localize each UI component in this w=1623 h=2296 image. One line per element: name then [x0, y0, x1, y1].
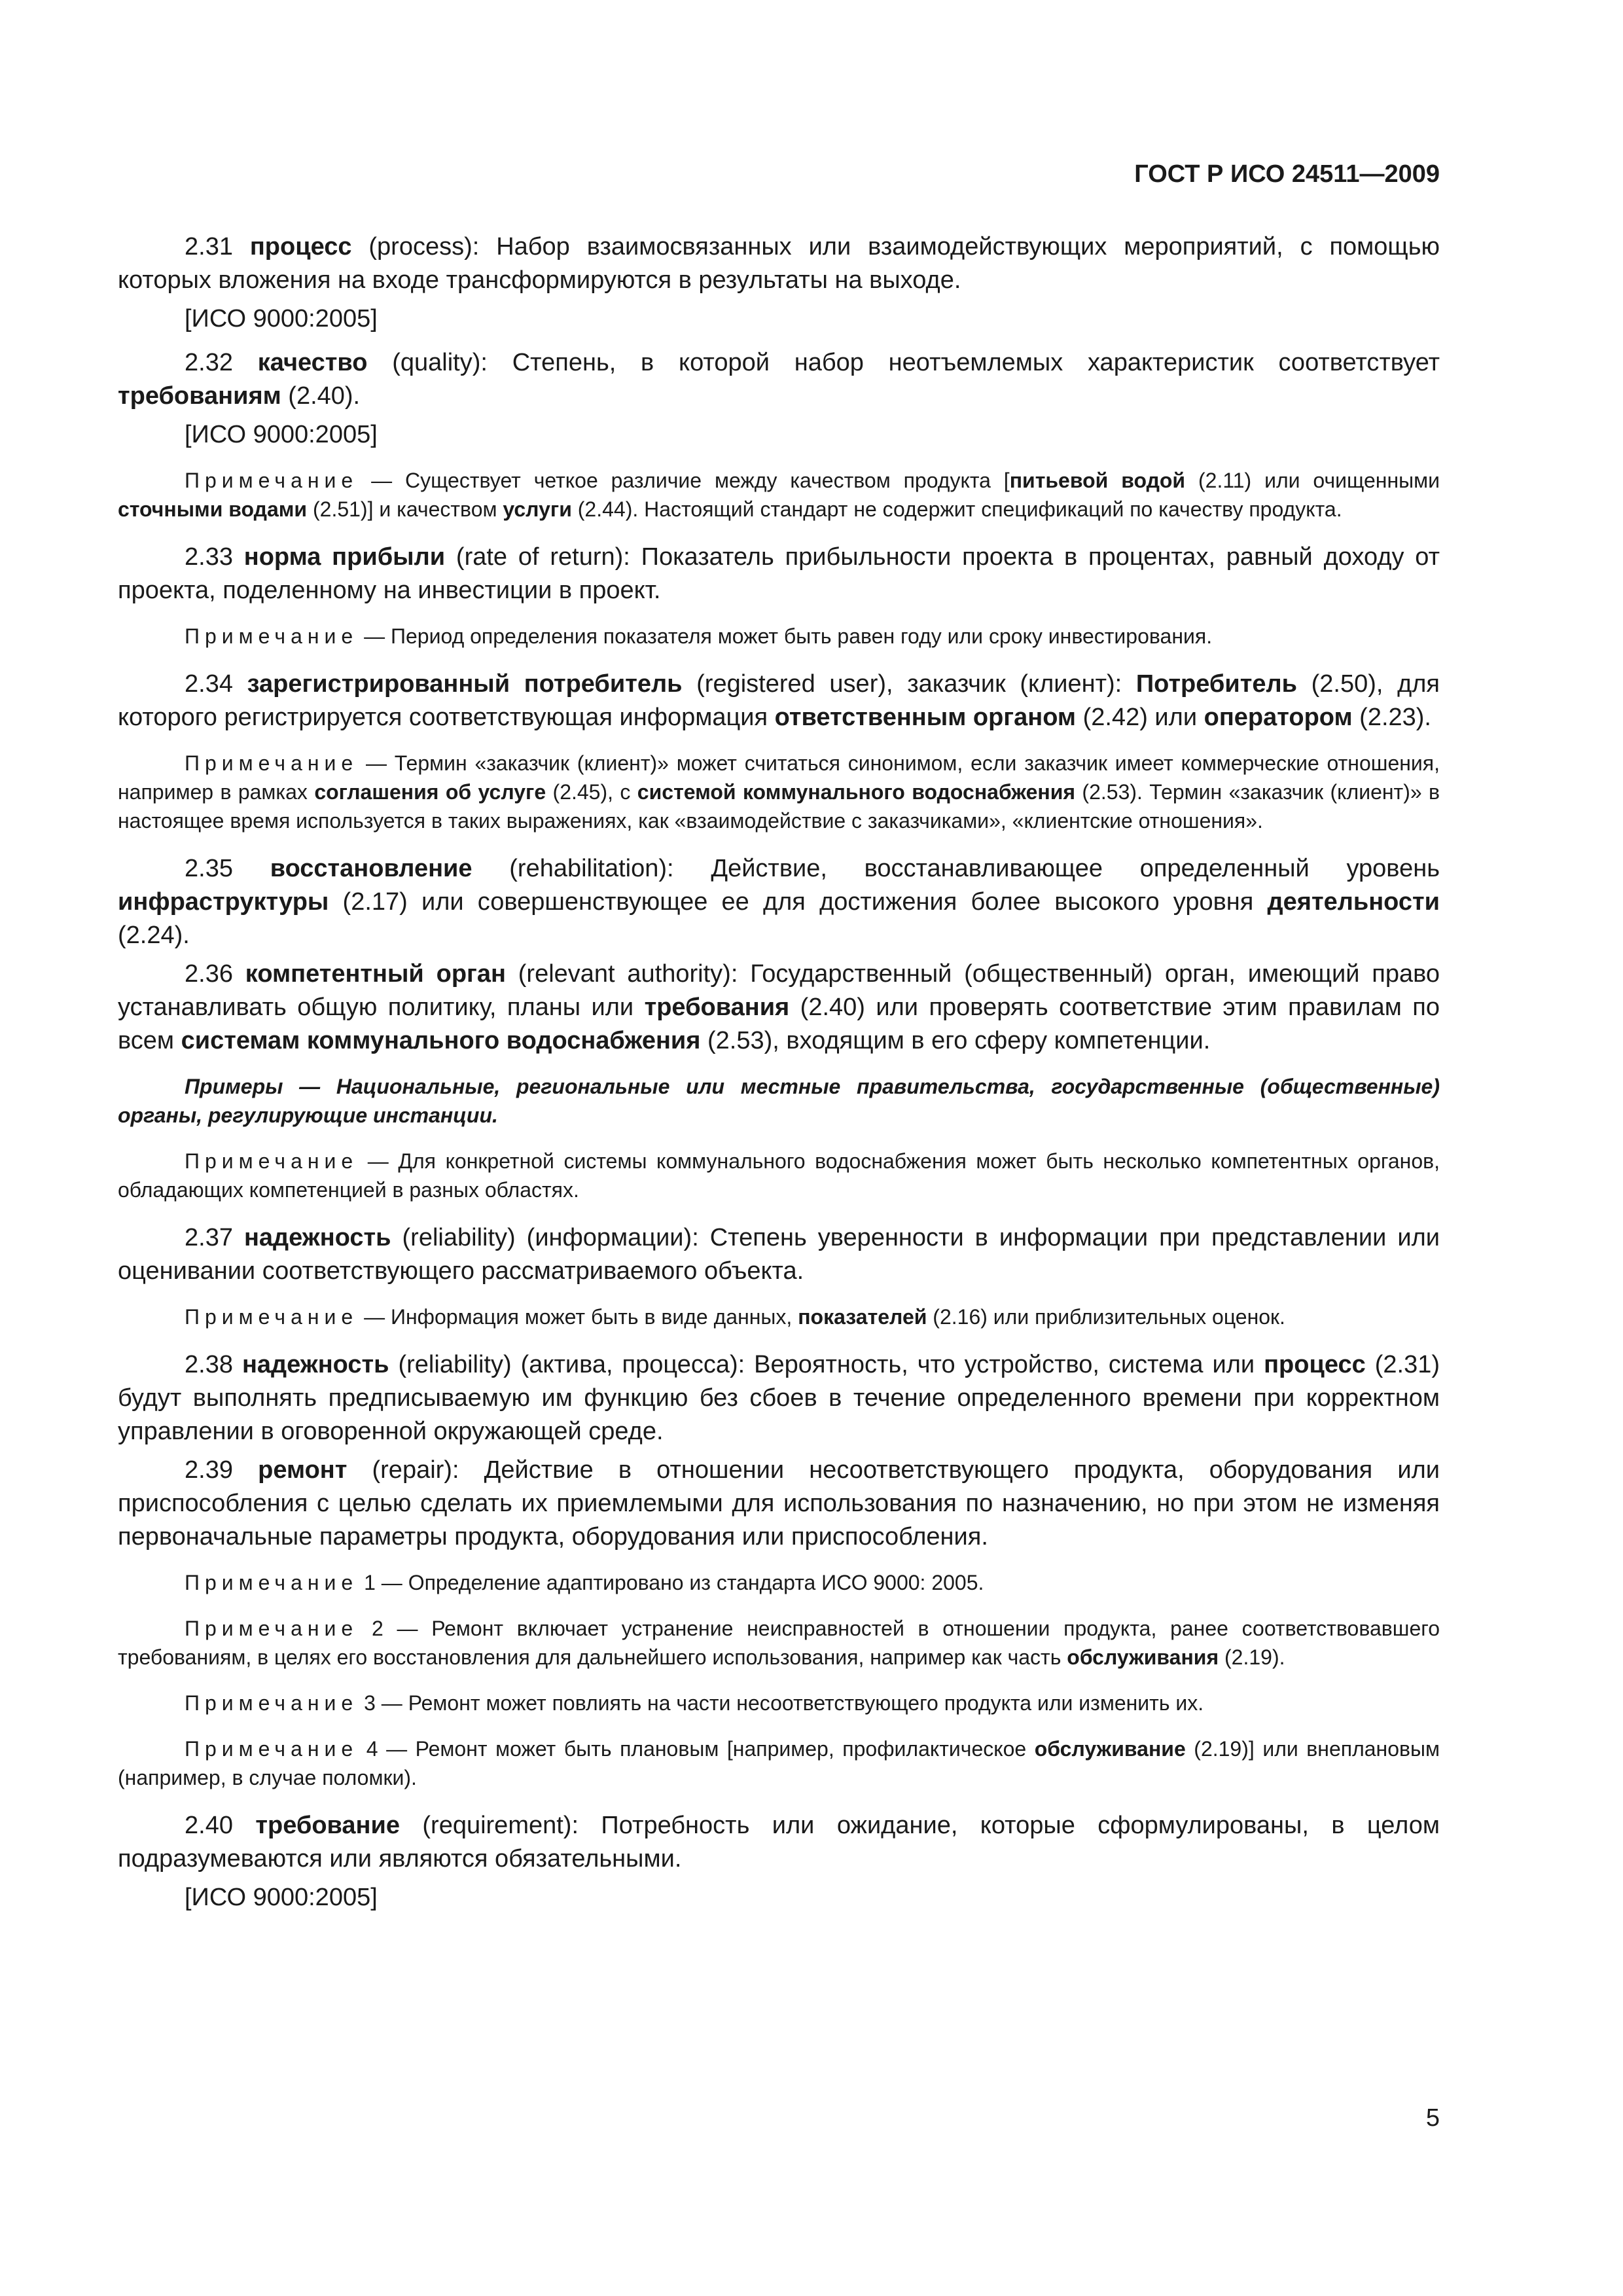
note-crossref: показателей [798, 1305, 927, 1329]
note-crossref: соглашения об услуге [314, 780, 546, 804]
note-text: (2.11) или очищенными [1185, 469, 1440, 492]
term-entry-2-33 [118, 541, 1440, 607]
term-definition: (2.24). [118, 922, 190, 949]
term-title: восстановление [270, 855, 473, 882]
source-reference: [ИСО 9000:2005] [185, 1884, 378, 1911]
source-reference: [ИСО 9000:2005] [185, 305, 378, 332]
term-definition: (requirement): Потребность или ожидание, которые сформулированы, в целом подразумеваются или являются обязательными. [118, 1812, 1440, 1873]
term-crossref: требования [644, 994, 790, 1021]
term-number: 2.31 [185, 233, 233, 260]
term-definition: (rehabilitation): Действие, восстанавливающее определенный уровень [472, 855, 1440, 882]
term-crossref: системам коммунального водоснабжения [181, 1027, 701, 1054]
term-entry-2-32 [118, 346, 1440, 413]
note-text: — Ремонт может быть плановым [например, профилактическое [378, 1737, 1035, 1761]
term-number: 2.33 [185, 543, 233, 571]
note-2-33 [118, 622, 1440, 651]
term-title: компетентный орган [245, 960, 506, 988]
note-number: 4 [358, 1737, 378, 1761]
note-crossref: питьевой водой [1009, 469, 1186, 492]
term-title: процесс [249, 233, 352, 260]
note-2-39-2 [118, 1614, 1440, 1672]
term-definition: (2.31) будут выполнять предписываемую им функцию без сбоев в течение определенного времени при корректном управлении в оговоренной окружающей среде. [118, 1351, 1440, 1445]
note-2-39-4 [118, 1734, 1440, 1792]
note-text: (2.45), с [546, 780, 637, 804]
note-text: (2.44). Настоящий стандарт не содержит спецификаций по качеству продукта. [571, 497, 1342, 521]
term-definition: (rate of return): Показатель прибыльности проекта в процентах, равный доходу от проекта, поделенному на инвестиции в проект. [118, 543, 1440, 604]
term-entry-2-39 [118, 1454, 1440, 1554]
note-2-37 [118, 1302, 1440, 1331]
note-2-34 [118, 749, 1440, 835]
note-label: Примечание [185, 1737, 359, 1761]
note-text: — Период определения показателя может быть равен году или сроку инвестирования. [358, 624, 1213, 648]
note-2-32 [118, 466, 1440, 524]
term-definition: (quality): Степень, в которой набор неотъемлемых характеристик соответствует [367, 349, 1440, 376]
note-crossref: системой коммунального водоснабжения [637, 780, 1076, 804]
term-definition: (2.50), для которого регистрируется соответствующая информация [118, 670, 1440, 731]
term-definition: (relevant authority): Государственный (общественный) орган, имеющий право устанавливать общую политику, планы или [118, 960, 1440, 1021]
term-title: норма прибыли [243, 543, 446, 571]
term-number: 2.36 [185, 960, 233, 988]
note-2-39-3 [118, 1689, 1440, 1717]
note-2-36 [118, 1147, 1440, 1204]
document-header: ГОСТ Р ИСО 24511—2009 [1134, 160, 1440, 188]
term-number: 2.35 [185, 855, 233, 882]
term-definition: (reliability) (информации): Степень уверенности в информации при представлении или оценивании соответствующего рассматриваемого объекта. [118, 1224, 1440, 1285]
term-crossref: Потребитель [1135, 670, 1297, 698]
note-text: (2.19)] или внеплановым (например, в случае поломки). [118, 1737, 1440, 1789]
note-number: 3 [358, 1691, 376, 1715]
document-body [118, 230, 1440, 1925]
note-label: Примечание [185, 1691, 359, 1715]
term-definition: (repair): Действие в отношении несоответствующего продукта, оборудования или приспособления с целью сделать их приемлемыми для использования по назначению, но при этом не изменяя первоначальные параметры продукта, оборудования или приспособления. [118, 1456, 1440, 1551]
term-entry-2-36 [118, 958, 1440, 1058]
term-title: надежность [241, 1351, 389, 1378]
term-title: требование [255, 1812, 400, 1839]
term-title: надежность [243, 1224, 391, 1251]
term-definition-tail: (2.40). [281, 382, 361, 410]
term-definition: (2.17) или совершенствующее ее для достижения более высокого уровня [329, 888, 1268, 916]
term-crossref: оператором [1204, 704, 1353, 731]
term-crossref: требованиям [118, 382, 281, 410]
term-definition: (2.42) или [1076, 704, 1204, 731]
note-text: (2.51)] и качеством [307, 497, 503, 521]
term-entry-2-37 [118, 1221, 1440, 1288]
term-number: 2.37 [185, 1224, 233, 1251]
term-number: 2.34 [185, 670, 233, 698]
examples-2-36: Примеры — Национальные, региональные или местные правительства, государственные (общественные) органы, регулирующие инстанции. [118, 1075, 1440, 1127]
term-title: качество [257, 349, 368, 376]
note-text: — Определение адаптировано из стандарта ИСО 9000: 2005. [375, 1571, 984, 1594]
term-definition: (2.53), входящим в его сферу компетенции. [700, 1027, 1211, 1054]
note-crossref: обслуживания [1067, 1645, 1219, 1669]
term-entry-2-40 [118, 1809, 1440, 1876]
note-text: — Существует четкое различие между качеством продукта [ [358, 469, 1010, 492]
term-definition: (reliability) (актива, процесса): Вероятность, что устройство, система или [389, 1351, 1264, 1378]
term-definition: (process): Набор взаимосвязанных или взаимодействующих мероприятий, с помощью которых вложения на входе трансформируются в результаты на выходе. [118, 233, 1440, 294]
note-text: — Ремонт может повлиять на части несоответствующего продукта или изменить их. [375, 1691, 1204, 1715]
note-number: 1 [358, 1571, 376, 1594]
term-number: 2.39 [185, 1456, 233, 1484]
term-title: зарегистрированный потребитель [247, 670, 683, 698]
note-text: (2.16) или приблизительных оценок. [927, 1305, 1285, 1329]
term-definition: (2.40) или проверять соответствие этим правилам по всем [118, 994, 1440, 1054]
note-text: — Информация может быть в виде данных, [358, 1305, 798, 1329]
note-label: Примечание [185, 1149, 359, 1173]
note-text: (2.53). Термин «заказчик (клиент)» в настоящее время используется в таких выражениях, как «взаимодействие с заказчиками», «клиентские отношения». [118, 780, 1440, 833]
term-entry-2-35 [118, 852, 1440, 952]
note-text: — Для конкретной системы коммунального водоснабжения может быть несколько компетентных органов, обладающих компетенцией в разных областях. [118, 1149, 1440, 1202]
note-label: Примечание [185, 1617, 359, 1640]
term-entry-2-38 [118, 1348, 1440, 1448]
term-crossref: процесс [1264, 1351, 1366, 1378]
note-crossref: услуги [503, 497, 572, 521]
note-label: Примечание [185, 1571, 359, 1594]
note-text: (2.19). [1219, 1645, 1285, 1669]
term-definition: (2.23). [1352, 704, 1431, 731]
note-label: Примечание [185, 624, 359, 648]
note-text: — Ремонт включает устранение неисправностей в отношении продукта, ранее соответствовавшего требованиям, в целях его восстановления для дальнейшего использования, например как часть [118, 1617, 1440, 1669]
note-crossref: обслуживание [1034, 1737, 1186, 1761]
term-definition: (registered user), заказчик (клиент): [682, 670, 1136, 698]
term-crossref: ответственным органом [774, 704, 1077, 731]
term-crossref: деятельности [1267, 888, 1440, 916]
term-entry-2-34 [118, 668, 1440, 734]
note-text: — Термин «заказчик (клиент)» может считаться синонимом, если заказчик имеет коммерческие отношения, например в рамках [118, 751, 1440, 804]
note-label: Примечание [185, 751, 359, 775]
term-number: 2.40 [185, 1812, 233, 1839]
term-crossref: инфраструктуры [118, 888, 329, 916]
note-label: Примечание [185, 469, 359, 492]
term-number: 2.38 [185, 1351, 233, 1378]
source-reference: [ИСО 9000:2005] [185, 421, 378, 448]
note-number: 2 [358, 1617, 383, 1640]
term-number: 2.32 [185, 349, 233, 376]
term-title: ремонт [258, 1456, 348, 1484]
note-2-39-1 [118, 1568, 1440, 1597]
page-number: 5 [1425, 2104, 1440, 2132]
note-crossref: сточными водами [118, 497, 308, 521]
note-label: Примечание [185, 1305, 359, 1329]
term-entry-2-31 [118, 230, 1440, 297]
